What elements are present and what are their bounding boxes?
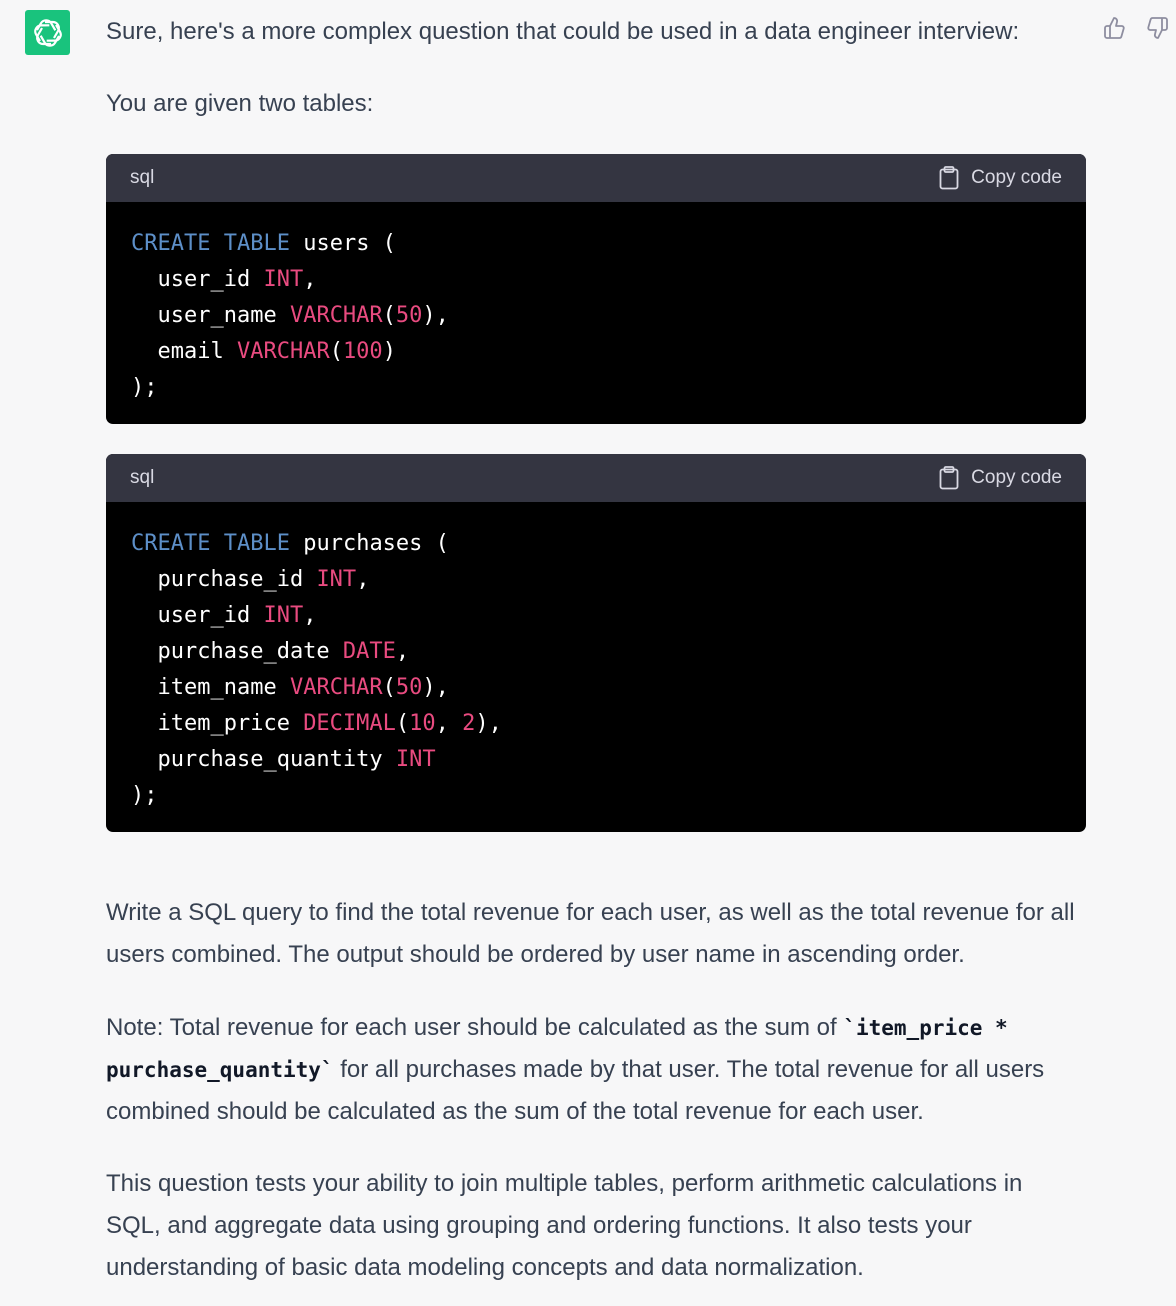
code-line — [131, 226, 1062, 262]
code-token: , — [303, 603, 317, 628]
code-token: ) — [382, 339, 396, 364]
code-token: item_name — [131, 675, 290, 700]
intro-text: Sure, here's a more complex question that could be used in a data engineer interview: — [106, 18, 1020, 45]
code-token-ty: INT — [395, 747, 436, 772]
thumbs-down-icon[interactable] — [1145, 16, 1169, 40]
code-line — [131, 334, 1062, 370]
code-body — [106, 202, 1086, 424]
clipboard-icon — [939, 466, 959, 490]
code-token: user_id — [131, 267, 264, 292]
code-token-kw: TABLE — [223, 531, 290, 556]
code-line — [131, 298, 1062, 334]
note-text-suffix: for all purchases made by that user. The total revenue for all users combined should be calculated as the sum of the total revenue for each user. — [106, 1056, 1045, 1125]
note-text-prefix: Note: Total revenue for each user should be calculated as the sum of — [106, 1014, 844, 1041]
code-line — [131, 778, 1062, 814]
code-token: ); — [131, 783, 158, 808]
code-line — [131, 634, 1062, 670]
openai-logo-icon — [32, 17, 64, 49]
code-token: , — [435, 711, 463, 736]
task-paragraph: Write a SQL query to find the total revenue for each user, as well as the total revenue for all users combined. The output should be ordered by user name in ascending order. — [106, 899, 1075, 968]
code-line — [131, 706, 1062, 742]
note-paragraph — [106, 1007, 1076, 1133]
code-line — [131, 262, 1062, 298]
code-token: ), — [422, 675, 449, 700]
thumbs-up-icon[interactable] — [1103, 16, 1127, 40]
code-token-ty: VARCHAR — [236, 339, 330, 364]
code-token — [210, 231, 223, 256]
code-token: ( — [395, 711, 410, 736]
code-token: ( — [329, 339, 343, 364]
code-token: ), — [422, 303, 449, 328]
code-body — [106, 502, 1086, 832]
code-token: , — [395, 639, 410, 664]
clipboard-icon — [939, 166, 959, 190]
code-token-ty: INT — [263, 603, 304, 628]
code-token: purchase_id — [131, 567, 317, 592]
copy-code-label: Copy code — [971, 167, 1062, 188]
copy-code-button[interactable] — [939, 466, 1062, 490]
code-token-kw: TABLE — [223, 231, 290, 256]
code-token-num: 100 — [342, 339, 383, 364]
code-token: email — [131, 339, 237, 364]
code-token-num: 10 — [409, 711, 436, 736]
code-token: purchase_quantity — [131, 747, 396, 772]
code-token — [210, 531, 223, 556]
code-token: ); — [131, 375, 158, 400]
code-token-ty: DECIMAL — [303, 711, 396, 736]
code-line — [131, 562, 1062, 598]
given-text: You are given two tables: — [106, 90, 374, 117]
code-block-header — [106, 454, 1086, 502]
code-token-num: 50 — [395, 675, 423, 700]
code-token: , — [356, 567, 370, 592]
code-line — [131, 370, 1062, 406]
code-line — [131, 670, 1062, 706]
code-token: ( — [382, 675, 396, 700]
inline-code: `item_price * purchase_quantity` — [106, 1016, 1008, 1082]
code-token-kw: CREATE — [131, 531, 211, 556]
feedback-buttons — [1103, 16, 1169, 40]
code-token: user_name — [131, 303, 290, 328]
code-token: users ( — [289, 231, 396, 256]
code-line — [131, 742, 1062, 778]
code-token-ty: INT — [316, 567, 357, 592]
code-token: , — [303, 267, 317, 292]
code-language-label: sql — [130, 467, 155, 488]
code-token-kw: CREATE — [131, 231, 211, 256]
code-block-purchases — [106, 454, 1086, 832]
closing-paragraph: This question tests your ability to join multiple tables, perform arithmetic calculations in SQL, and aggregate data using grouping and ordering functions. It also tests your understanding of basic data modeling concepts and data normalization. — [106, 1170, 1023, 1281]
code-line — [131, 598, 1062, 634]
code-token: purchase_date — [131, 639, 343, 664]
code-language-label: sql — [130, 167, 155, 188]
code-block-header — [106, 154, 1086, 202]
code-token-num: 50 — [395, 303, 423, 328]
code-token: purchases ( — [289, 531, 449, 556]
code-token: ( — [382, 303, 396, 328]
code-token-ty: INT — [263, 267, 304, 292]
assistant-avatar — [25, 10, 70, 55]
code-token-ty: VARCHAR — [289, 675, 383, 700]
code-token-ty: VARCHAR — [289, 303, 383, 328]
code-line — [131, 526, 1062, 562]
code-token: user_id — [131, 603, 264, 628]
code-token: item_price — [131, 711, 304, 736]
copy-code-button[interactable] — [939, 166, 1062, 190]
copy-code-label: Copy code — [971, 467, 1062, 488]
code-token: ), — [475, 711, 502, 736]
code-block-users — [106, 154, 1086, 424]
code-token-num: 2 — [462, 711, 476, 736]
code-token-ty: DATE — [342, 639, 396, 664]
